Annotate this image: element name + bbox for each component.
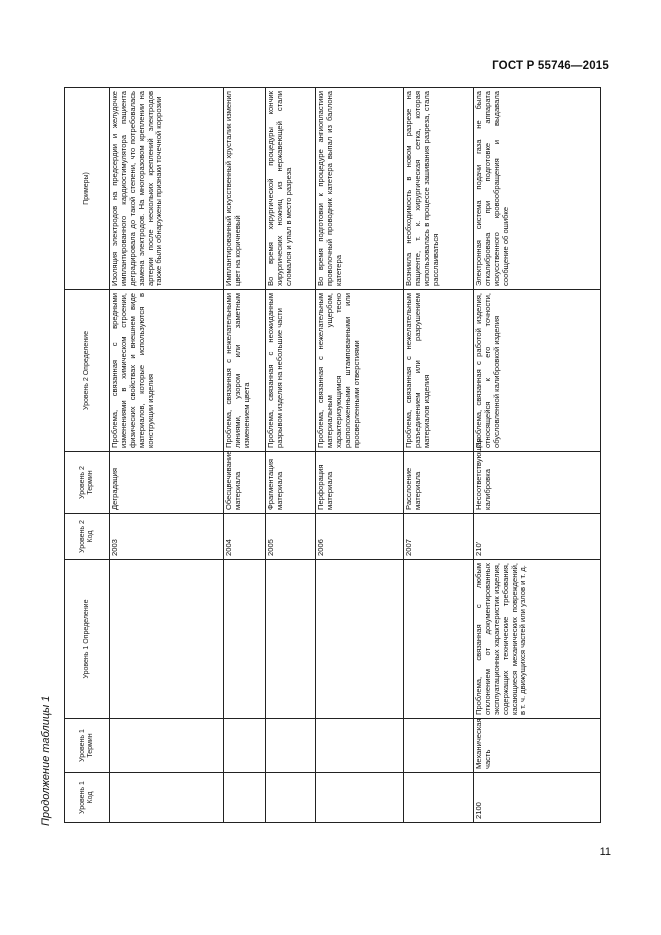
cell-l2-code: 2004 — [224, 514, 266, 560]
cell-l2-term: Расслоение материала — [404, 452, 474, 514]
cell-l2-definition: Проблема, связанная с нежелательным разъединением или разрушением материалов изделия — [404, 290, 474, 452]
cell-l2-term: Обесцвечивание материала — [224, 452, 266, 514]
table-row — [266, 88, 316, 823]
header-examples: Примеры) — [65, 88, 110, 290]
cell-l1-definition — [316, 560, 404, 719]
cell-l2-term: Несоответствующая калибровка — [474, 452, 601, 514]
cell-l2-term: Фрагментация материала — [266, 452, 316, 514]
cell-example: Изоляция электродов на предсердии и желудочке имплантированного кардиостимулятора пациента деградировала до такой степени, что потребовалась замена электродов. На многоразовом креплении на артерии после нескольких креплений электродов также были обнаружены признаки точечной коррозии — [110, 88, 224, 290]
cell-l1-term — [266, 719, 316, 773]
cell-example: Имплантированный искусственный хрусталик изменил цвет на коричневый — [224, 88, 266, 290]
table-row — [474, 88, 601, 823]
cell-l1-code — [316, 773, 404, 823]
cell-example: Во время хирургической процедуры кончик хирургических ножниц из нержавеющей стали сломался и упал в место разреза — [266, 88, 316, 290]
cell-l1-term: Механическая часть — [474, 719, 601, 773]
header-l1-code: Уровень 1 Код — [65, 773, 110, 823]
cell-l1-term — [110, 719, 224, 773]
table-row — [316, 88, 404, 823]
cell-l2-term: Перфорация материала — [316, 452, 404, 514]
cell-l2-code: 2003 — [110, 514, 224, 560]
cell-l2-definition: Проблема, связанная с нежелательным материальным ущербом, характеризующимся тесно расположенными штампованными или просверленными отверстиями — [316, 290, 404, 452]
cell-example: Электронная система подачи газа не была откалибрована при подготовке аппарата искусственного кровообращения и выдавала сообщение об ошибке — [474, 88, 601, 290]
standard-header: ГОСТ Р 55746—2015 — [492, 60, 609, 72]
classification-table — [64, 87, 601, 823]
cell-l2-code: 2007 — [404, 514, 474, 560]
header-l1-term: Уровень 1 Термин — [65, 719, 110, 773]
cell-example: Возникла необходимость в новом разрезе на пациенте, т. к. хирургическая сетка, которая использовалась в процессе зашивания разреза, стала расслаиваться — [404, 88, 474, 290]
cell-l1-definition — [404, 560, 474, 719]
cell-l1-definition — [224, 560, 266, 719]
cell-l1-definition: Проблема, связанная с любым отклонением от документированных эксплуатационных характеристик изделия, содержащих технические требования, касающиеся механических повреждений, в т. ч. движущихся частей или узлов и т. д. — [474, 560, 601, 719]
cell-l1-code — [404, 773, 474, 823]
cell-l1-term — [404, 719, 474, 773]
cell-l2-definition: Проблема, связанная с работой изделия, относящейся к его точности, обусловленной калибровкой изделия — [474, 290, 601, 452]
cell-l2-definition: Проблема, связанная с неожиданным разрывом изделия на небольшие части — [266, 290, 316, 452]
cell-l1-definition — [110, 560, 224, 719]
continuation-caption: Продолжение таблицы 1 — [40, 695, 52, 826]
cell-l1-term — [316, 719, 404, 773]
cell-l2-code: 2005 — [266, 514, 316, 560]
header-l2-definition: Уровень 2 Определение — [65, 290, 110, 452]
cell-l1-code: 2100 — [474, 773, 601, 823]
cell-l2-definition: Проблема, связанная с нежелательными линиями, узором или заметным изменением цвета — [224, 290, 266, 452]
cell-l2-code: 210' — [474, 514, 601, 560]
cell-l2-definition: Проблема, связанная с вредными изменениями в химическом строении, физических свойствах и внешнем виде материалов, которые используются в конструкции изделия — [110, 290, 224, 452]
table-row — [224, 88, 266, 823]
header-l2-code: Уровень 2 Код — [65, 514, 110, 560]
cell-l1-definition — [266, 560, 316, 719]
cell-l1-term — [224, 719, 266, 773]
cell-l1-code — [266, 773, 316, 823]
cell-example: Во время подготовки к процедуре ангиопластики проволочный проводник катетера выпал из баллона катетера — [316, 88, 404, 290]
page-number: 11 — [599, 846, 611, 858]
table-header-row — [65, 88, 110, 823]
cell-l1-code — [110, 773, 224, 823]
cell-l2-code: 2006 — [316, 514, 404, 560]
table-row — [404, 88, 474, 823]
cell-l1-code — [224, 773, 266, 823]
header-l1-definition: Уровень 1 Определение — [65, 560, 110, 719]
table-row — [110, 88, 224, 823]
cell-l2-term: Деградация — [110, 452, 224, 514]
classification-table-wrapper — [64, 88, 600, 823]
header-l2-term: Уровень 2 Термин — [65, 452, 110, 514]
